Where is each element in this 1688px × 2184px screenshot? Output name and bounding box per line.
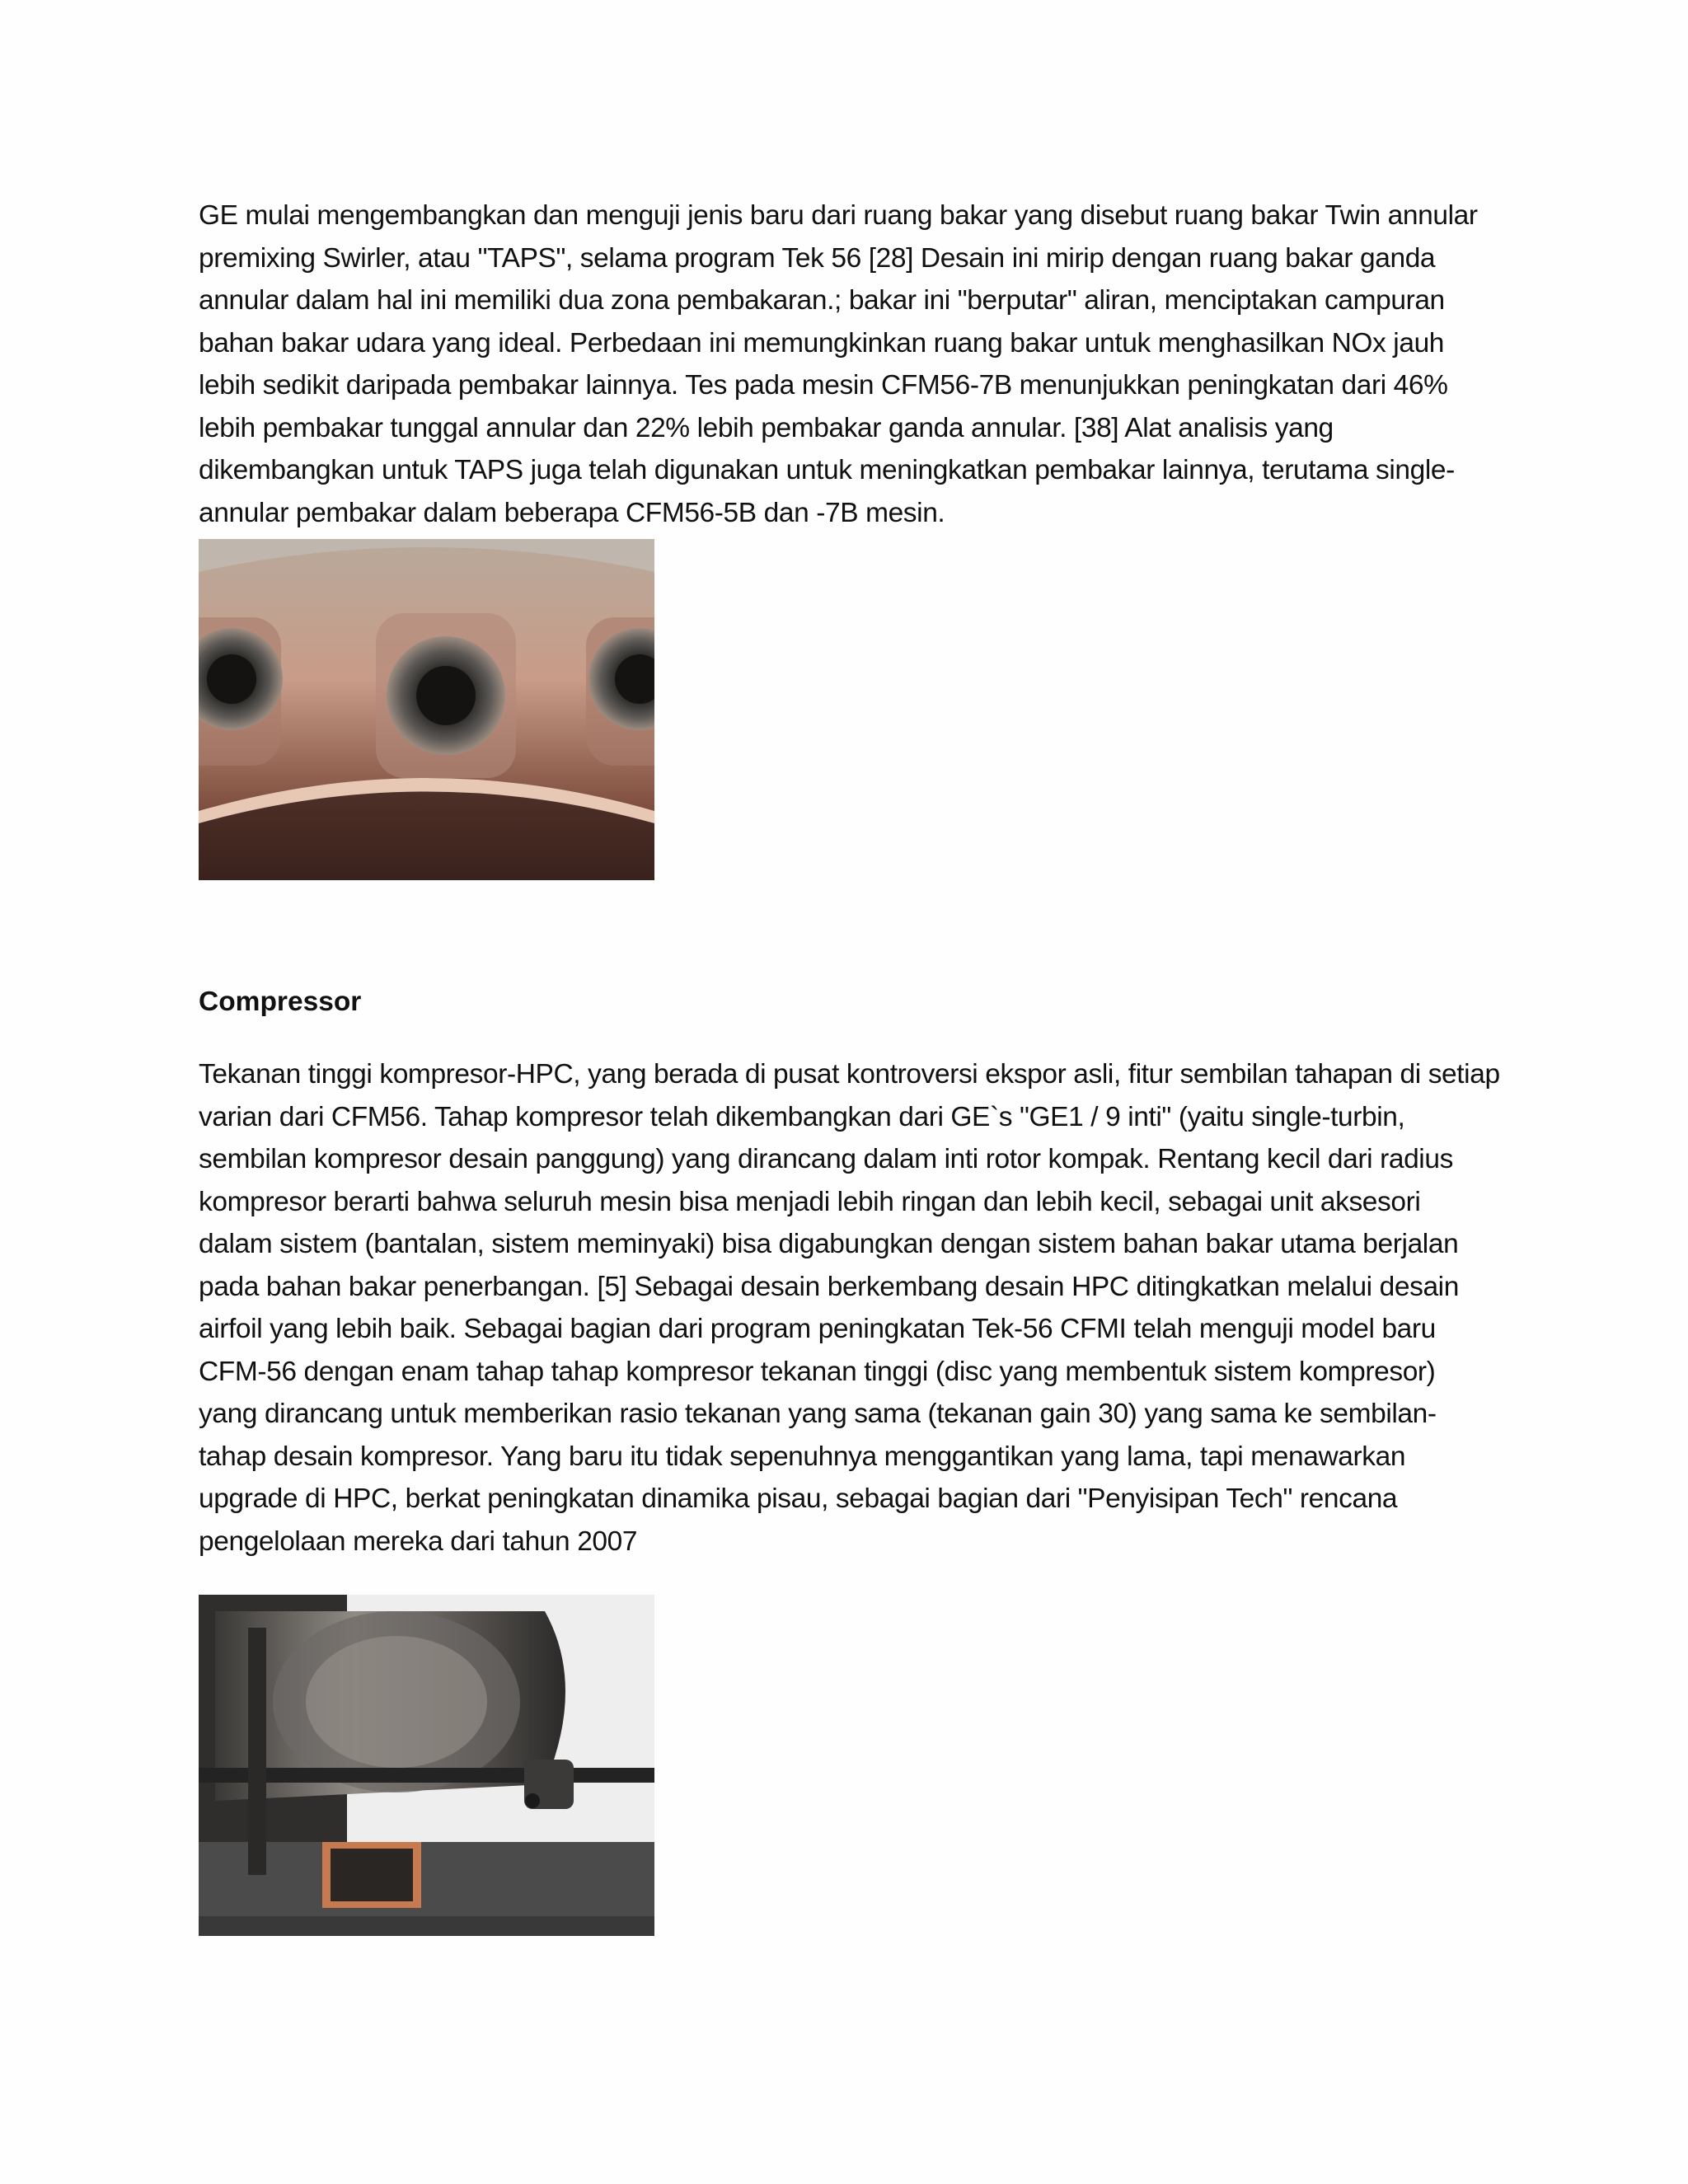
section-heading-compressor: Compressor xyxy=(199,987,362,1017)
engine-photo xyxy=(199,1595,654,1936)
body-paragraph-taps: GE mulai mengembangkan dan menguji jenis baru dari ruang bakar yang disebut ruang bakar Twin annular premixing Swirler, atau "TAPS", selama program Tek 56 [28] Desain ini mirip dengan ruang bakar ganda annular dalam hal ini memiliki dua zona pembakaran.; bakar ini "berputar" aliran, menciptakan campuran bahan bakar udara yang ideal. Perbedaan ini memungkinkan ruang bakar untuk menghasilkan NOx jauh lebih sedikit daripada pembakar lainnya. Tes pada mesin CFM56-7B menunjukkan peningkatan dari 46% lebih pembakar tunggal annular dan 22% lebih pembakar ganda annular. [38] Alat analisis yang dikembangkan untuk TAPS juga telah digunakan untuk meningkatkan pembakar lainnya, terutama single-annular pembakar dalam beberapa CFM56-5B dan -7B mesin. xyxy=(199,200,1478,528)
combustor-swirler-icon xyxy=(199,539,654,880)
engine-compressor-icon xyxy=(199,1595,654,1936)
body-paragraph-compressor: Tekanan tinggi kompresor-HPC, yang berada di pusat kontroversi ekspor asli, fitur sembilan tahapan di setiap varian dari CFM56. Tahap kompresor telah dikembangkan dari GE`s "GE1 / 9 inti" (yaitu single-turbin, sembilan kompresor desain panggung) yang dirancang dalam inti rotor kompak. Rentang kecil dari radius kompresor berarti bahwa seluruh mesin bisa menjadi lebih ringan dan lebih kecil, sebagai unit aksesori dalam sistem (bantalan, sistem meminyaki) bisa digabungkan dengan sistem bahan bakar utama berjalan pada bahan bakar penerbangan. [5] Sebagai desain berkembang desain HPC ditingkatkan melalui desain airfoil yang lebih baik. Sebagai bagian dari program peningkatan Tek-56 CFMI telah menguji model baru CFM-56 dengan enam tahap tahap kompresor tekanan tinggi (disc yang membentuk sistem kompresor) yang dirancang untuk memberikan rasio tekanan yang sama (tekanan gain 30) yang sama ke sembilan-tahap desain kompresor. Yang baru itu tidak sepenuhnya menggantikan yang lama, tapi menawarkan upgrade di HPC, berkat peningkatan dinamika pisau, sebagai bagian dari "Penyisipan Tech" rencana pengelolaan mereka dari tahun 2007 xyxy=(199,1059,1500,1557)
combustor-photo xyxy=(199,539,654,880)
